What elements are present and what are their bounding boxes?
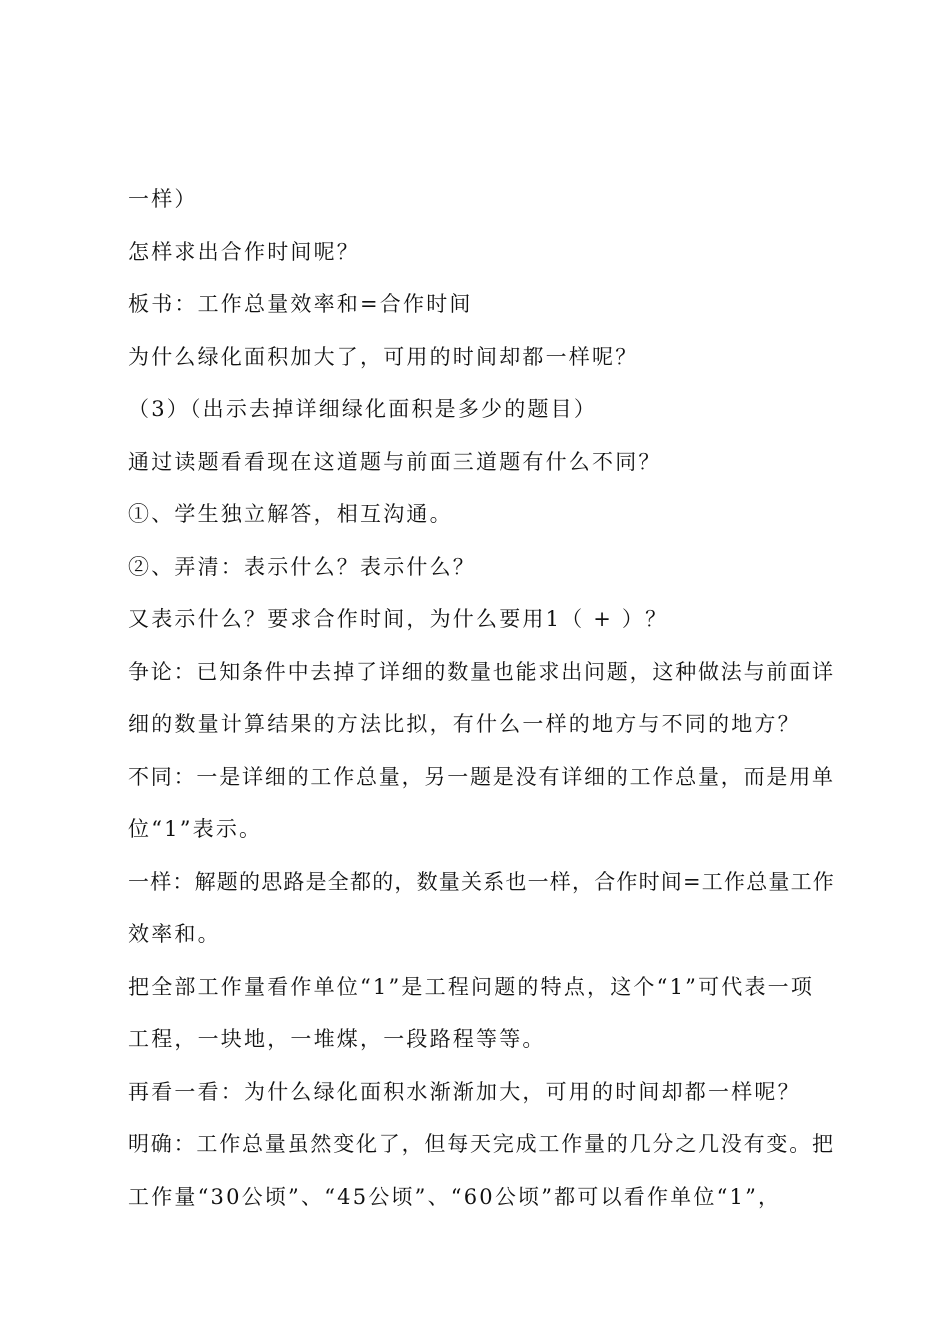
text-line: （3）（出示去掉详细绿化面积是多少的题目） xyxy=(128,397,598,421)
text-line: 怎样求出合作时间呢？ xyxy=(128,239,360,264)
text-line: 效率和。 xyxy=(128,922,221,946)
text-line: 通过读题看看现在这道题与前面三道题有什么不同？ xyxy=(128,449,662,474)
text-line: 又表示什么？要求合作时间，为什么要用1（ + ）？ xyxy=(128,607,669,631)
text-line: 争论：已知条件中去掉了详细的数量也能求出问题，这种做法与前面详 xyxy=(128,659,835,684)
text-line: 工作量“30公顷”、“45公顷”、“60公顷”都可以看作单位“1”， xyxy=(128,1184,782,1209)
text-line: 再看一看：为什么绿化面积水渐渐加大，可用的时间却都一样呢？ xyxy=(128,1079,801,1104)
document-body xyxy=(128,186,838,1236)
text-line: 明确：工作总量虽然变化了，但每天完成工作量的几分之几没有变。把 xyxy=(128,1132,835,1156)
text-line: 一样） xyxy=(128,187,198,211)
text-line: 不同：一是详细的工作总量，另一题是没有详细的工作总量，而是用单 xyxy=(128,764,835,789)
text-line: 细的数量计算结果的方法比拟，有什么一样的地方与不同的地方？ xyxy=(128,712,801,736)
text-line: 工程，一块地，一堆煤，一段路程等等。 xyxy=(128,1027,546,1051)
text-line: 把全部工作量看作单位“1”是工程问题的特点，这个“1”可代表一项 xyxy=(128,974,815,999)
text-line: ②、弄清：表示什么？表示什么？ xyxy=(128,554,476,579)
text-line: ①、学生独立解答，相互沟通。 xyxy=(128,502,453,526)
text-line: 板书：工作总量效率和=合作时间 xyxy=(128,292,473,316)
text-line: 位“1”表示。 xyxy=(128,817,263,841)
text-line: 为什么绿化面积加大了，可用的时间却都一样呢？ xyxy=(128,344,639,369)
text-line: 一样：解题的思路是全都的，数量关系也一样，合作时间=工作总量工作 xyxy=(128,869,835,894)
